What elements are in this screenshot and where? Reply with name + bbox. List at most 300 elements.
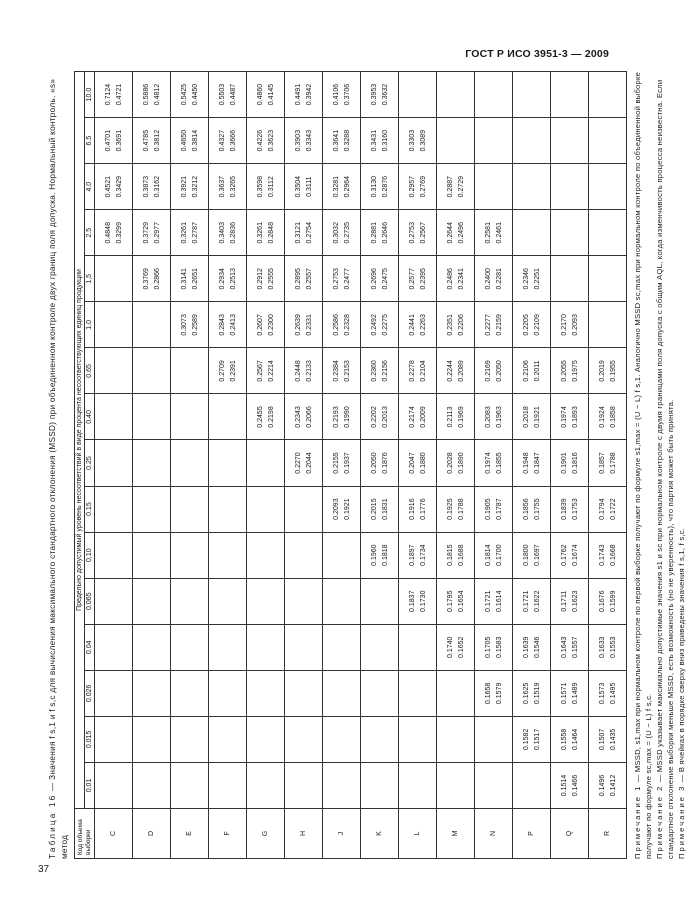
value-cell — [513, 393, 551, 439]
fsc-value: 0.2651 — [191, 267, 199, 289]
fsc-value: 0.2044 — [305, 451, 313, 474]
note-text: — В ячейках в порядке сверху вниз приведены значения f s,1, f s,c. — [677, 527, 686, 785]
fs1-value: 0.1856 — [522, 497, 530, 520]
fsc-value: 0.1614 — [495, 590, 503, 612]
fs1-value: 0.1974 — [560, 405, 568, 428]
value-cell — [361, 163, 399, 209]
caption-text: — Значения f s,1 и f s,c для вычисления максимального стандартного отклонения (MSSD) при объединенном контроле двух границ поля допуска. Нормальный контроль. «s» метод — [48, 78, 69, 859]
fsc-value: 0.1489 — [571, 682, 579, 704]
value-cell — [589, 255, 627, 301]
fs1-value: 0.1837 — [408, 590, 416, 612]
value-cell — [133, 578, 171, 624]
fsc-value: 0.2964 — [343, 175, 351, 197]
fsc-value: 0.1921 — [533, 405, 541, 428]
aql-header-row — [85, 71, 95, 858]
value-cell — [285, 716, 323, 762]
value-cell — [589, 209, 627, 255]
fsc-value: 0.1722 — [609, 497, 617, 520]
aql-header-cell: 0.40 — [85, 393, 95, 439]
fsc-value: 0.1787 — [495, 497, 503, 520]
fs1-value: 0.4226 — [256, 129, 264, 151]
value-cell — [247, 393, 285, 439]
fsc-value: 0.3212 — [191, 175, 199, 197]
fsc-value: 0.1583 — [495, 636, 503, 658]
value-cell — [437, 301, 475, 347]
note-label: Примечание 2 — [655, 784, 664, 859]
value-cell — [551, 624, 589, 670]
value-cell — [171, 532, 209, 578]
value-cell — [437, 532, 475, 578]
sample-code-cell: P — [513, 808, 551, 858]
fsc-value: 0.1557 — [571, 636, 579, 658]
fs1-value: 0.2455 — [256, 405, 264, 428]
value-cell — [437, 163, 475, 209]
fsc-value: 0.2475 — [381, 267, 389, 289]
fsc-value: 0.1969 — [457, 405, 465, 428]
fs1-value: 0.3729 — [142, 221, 150, 243]
fsc-value: 0.2214 — [267, 359, 275, 382]
fs1-value: 0.1948 — [522, 451, 530, 474]
value-cell — [361, 71, 399, 117]
value-cell — [285, 393, 323, 439]
fs1-value: 0.5886 — [142, 83, 150, 105]
aql-header-cell: 0.15 — [85, 486, 95, 532]
fsc-value: 0.2557 — [305, 267, 313, 289]
fs1-value: 0.2155 — [332, 451, 340, 474]
value-cell — [323, 301, 361, 347]
value-cell — [551, 716, 589, 762]
fsc-value: 0.3632 — [381, 83, 389, 105]
value-cell — [589, 347, 627, 393]
value-cell — [551, 71, 589, 117]
fsc-value: 0.3343 — [305, 129, 313, 151]
value-cell — [589, 393, 627, 439]
fsc-value: 0.3812 — [153, 129, 161, 151]
value-cell — [171, 301, 209, 347]
fs1-value: 0.2244 — [446, 359, 454, 382]
value-cell — [399, 255, 437, 301]
table-row — [589, 71, 627, 858]
value-cell — [475, 209, 513, 255]
aql-header-cell: 0.65 — [85, 347, 95, 393]
value-cell — [437, 209, 475, 255]
fsc-value: 0.3706 — [343, 83, 351, 105]
fsc-value: 0.2263 — [419, 313, 427, 336]
sample-code-cell: R — [589, 808, 627, 858]
value-cell — [171, 670, 209, 716]
value-cell — [361, 486, 399, 532]
fsc-value: 0.2395 — [419, 267, 427, 289]
value-cell — [133, 762, 171, 808]
fs1-value: 0.1558 — [560, 728, 568, 750]
value-cell — [209, 117, 247, 163]
fsc-value: 0.1876 — [381, 451, 389, 474]
value-cell — [285, 486, 323, 532]
fs1-value: 0.1658 — [484, 682, 492, 704]
value-cell — [475, 716, 513, 762]
value-cell — [285, 347, 323, 393]
value-cell — [399, 163, 437, 209]
fs1-value: 0.3598 — [256, 175, 264, 197]
fs1-value: 0.4860 — [256, 83, 264, 105]
value-cell — [513, 440, 551, 486]
fs1-value: 0.2202 — [370, 405, 378, 428]
value-cell — [361, 440, 399, 486]
value-cell — [551, 209, 589, 255]
page-number: 37 — [38, 864, 50, 875]
fs1-value: 0.2019 — [598, 359, 606, 382]
value-cell — [247, 255, 285, 301]
value-cell — [475, 624, 513, 670]
value-cell — [399, 440, 437, 486]
fs1-value: 0.2486 — [446, 267, 454, 289]
value-cell — [95, 255, 133, 301]
fsc-value: 0.1975 — [571, 359, 579, 382]
table-row — [171, 71, 209, 858]
note-2 — [654, 71, 676, 859]
value-cell — [171, 762, 209, 808]
value-cell — [437, 624, 475, 670]
value-cell — [475, 71, 513, 117]
table-row — [551, 71, 589, 858]
table-row — [475, 71, 513, 858]
value-cell — [399, 762, 437, 808]
value-cell — [95, 393, 133, 439]
aql-header-cell: 2.5 — [85, 209, 95, 255]
sample-code-cell: D — [133, 808, 171, 858]
value-cell — [437, 670, 475, 716]
value-cell — [323, 347, 361, 393]
fsc-value: 0.2461 — [495, 221, 503, 243]
value-cell — [285, 163, 323, 209]
sample-code-cell: Q — [551, 808, 589, 858]
note-text: — MSSD указывает максимально допустимые значения s1 и sc при нормальном контроле с двумя границами поля допуска с общим AQL, когда изменчивость процесса неизвестна. Если стандартное отклонение выборки меньше MSSD, есть возможность (но не уверенность), что партия может быть принята. — [655, 79, 675, 859]
value-cell — [323, 255, 361, 301]
fsc-value: 0.2341 — [457, 267, 465, 289]
fs1-value: 0.2492 — [370, 313, 378, 336]
sample-code-cell: E — [171, 808, 209, 858]
value-cell — [323, 393, 361, 439]
fs1-value: 0.3903 — [294, 129, 302, 151]
fs1-value: 0.1960 — [370, 543, 378, 566]
aql-header-cell: 0.04 — [85, 624, 95, 670]
value-cell — [209, 71, 247, 117]
value-cell — [247, 578, 285, 624]
fsc-value: 0.2159 — [495, 313, 503, 336]
value-cell — [475, 440, 513, 486]
fsc-value: 0.1788 — [609, 451, 617, 474]
value-cell — [361, 301, 399, 347]
fsc-value: 0.1599 — [609, 590, 617, 612]
value-cell — [285, 624, 323, 670]
fs1-value: 0.2205 — [522, 313, 530, 336]
table-row — [95, 71, 133, 858]
fs1-value: 0.1916 — [408, 497, 416, 520]
value-cell — [513, 486, 551, 532]
fsc-value: 0.1890 — [457, 451, 465, 474]
value-cell — [361, 117, 399, 163]
table-row — [285, 71, 323, 858]
value-cell — [589, 532, 627, 578]
fs1-value: 0.2843 — [218, 313, 226, 336]
fs1-value: 0.2278 — [408, 359, 416, 382]
value-cell — [551, 670, 589, 716]
aql-header-cell: 4.0 — [85, 163, 95, 209]
table-row — [361, 71, 399, 858]
fsc-value: 0.2477 — [343, 267, 351, 289]
fs1-value: 0.1815 — [446, 543, 454, 566]
fs1-value: 0.2607 — [256, 313, 264, 336]
value-cell — [513, 762, 551, 808]
fs1-value: 0.2277 — [484, 313, 492, 336]
fsc-value: 0.3111 — [305, 175, 313, 197]
note-3 — [676, 71, 687, 859]
value-cell — [399, 670, 437, 716]
fs1-value: 0.1676 — [598, 590, 606, 612]
fsc-value: 0.3623 — [267, 129, 275, 151]
value-cell — [209, 578, 247, 624]
value-cell — [209, 532, 247, 578]
value-cell — [361, 578, 399, 624]
fs1-value: 0.2753 — [408, 221, 416, 243]
fsc-value: 0.2275 — [381, 313, 389, 336]
sample-code-cell: K — [361, 808, 399, 858]
fsc-value: 0.3942 — [305, 83, 313, 105]
value-cell — [475, 347, 513, 393]
aql-header-cell: 6.5 — [85, 117, 95, 163]
fsc-value: 0.1937 — [343, 451, 351, 474]
notes — [632, 71, 687, 859]
fs1-value: 0.1905 — [484, 497, 492, 520]
fsc-value: 0.4145 — [267, 83, 275, 105]
fs1-value: 0.2895 — [294, 267, 302, 289]
fs1-value: 0.1901 — [560, 451, 568, 474]
value-cell — [171, 624, 209, 670]
fs1-value: 0.2174 — [408, 405, 416, 428]
value-cell — [399, 71, 437, 117]
fs1-value: 0.1496 — [598, 774, 606, 796]
fsc-value: 0.1435 — [609, 728, 617, 750]
fs1-value: 0.2384 — [332, 359, 340, 382]
value-cell — [323, 762, 361, 808]
fs1-value: 0.1839 — [560, 497, 568, 520]
fs1-value: 0.2093 — [332, 497, 340, 520]
fsc-value: 0.1553 — [609, 636, 617, 658]
value-cell — [95, 347, 133, 393]
value-cell — [361, 393, 399, 439]
fsc-value: 0.1847 — [533, 451, 541, 474]
note-1 — [632, 71, 654, 859]
fs1-value: 0.2047 — [408, 451, 416, 474]
fs1-value: 0.2270 — [294, 451, 302, 474]
table-caption — [47, 71, 70, 859]
value-cell — [589, 716, 627, 762]
fsc-value: 0.1831 — [381, 497, 389, 520]
value-cell — [95, 716, 133, 762]
value-cell — [285, 301, 323, 347]
value-cell — [285, 117, 323, 163]
table-row — [133, 71, 171, 858]
fs1-value: 0.2753 — [332, 267, 340, 289]
fsc-value: 0.2281 — [495, 267, 503, 289]
fs1-value: 0.4106 — [332, 83, 340, 105]
value-cell — [285, 532, 323, 578]
fsc-value: 0.2787 — [191, 221, 199, 243]
fsc-value: 0.1519 — [533, 682, 541, 704]
fsc-value: 0.1495 — [609, 682, 617, 704]
value-cell — [171, 393, 209, 439]
fs1-value: 0.3032 — [332, 221, 340, 243]
fs1-value: 0.1514 — [560, 774, 568, 796]
sample-code-cell: C — [95, 808, 133, 858]
fs1-value: 0.2346 — [522, 267, 530, 289]
fsc-value: 0.4812 — [153, 83, 161, 105]
fsc-value: 0.2555 — [267, 267, 275, 289]
fsc-value: 0.1955 — [609, 359, 617, 382]
value-cell — [475, 486, 513, 532]
value-cell — [171, 347, 209, 393]
sample-code-cell: L — [399, 808, 437, 858]
value-cell — [171, 255, 209, 301]
value-cell — [437, 71, 475, 117]
fsc-value: 0.2206 — [457, 313, 465, 336]
fs1-value: 0.2567 — [256, 359, 264, 382]
fsc-value: 0.1700 — [495, 543, 503, 566]
value-cell — [285, 71, 323, 117]
fs1-value: 0.4701 — [104, 129, 112, 151]
fs1-value: 0.3873 — [142, 175, 150, 197]
value-cell — [95, 670, 133, 716]
note-text: — MSSD, s1,max при нормальном контроле по первой выборке получают по формуле s1,max = (U − L) f s,1. Аналогично MSSD sc,max при нормальном контроле по объединенной выборке получают по формуле sc,max = (U − L) f s,c. — [633, 71, 653, 859]
fs1-value: 0.1721 — [484, 590, 492, 612]
fsc-value: 0.1654 — [457, 590, 465, 612]
value-cell — [399, 532, 437, 578]
value-cell — [513, 532, 551, 578]
value-cell — [513, 163, 551, 209]
value-cell — [247, 163, 285, 209]
fs1-value: 0.1974 — [484, 451, 492, 474]
value-cell — [133, 255, 171, 301]
value-cell — [475, 117, 513, 163]
fsc-value: 0.2251 — [533, 267, 541, 289]
value-cell — [247, 347, 285, 393]
value-cell — [209, 301, 247, 347]
value-cell — [437, 578, 475, 624]
fs1-value: 0.1571 — [560, 682, 568, 704]
value-cell — [361, 347, 399, 393]
fs1-value: 0.2028 — [446, 451, 454, 474]
value-cell — [209, 209, 247, 255]
value-cell — [475, 670, 513, 716]
value-cell — [323, 532, 361, 578]
value-cell — [475, 393, 513, 439]
value-cell — [209, 486, 247, 532]
fs1-value: 0.1762 — [560, 543, 568, 566]
fsc-value: 0.4487 — [229, 83, 237, 105]
table-body — [95, 71, 627, 858]
fsc-value: 0.3162 — [153, 175, 161, 197]
fs1-value: 0.2400 — [484, 267, 492, 289]
table-row — [513, 71, 551, 858]
value-cell — [513, 670, 551, 716]
fsc-value: 0.1464 — [571, 728, 579, 750]
fs1-value: 0.1633 — [598, 636, 606, 658]
value-cell — [209, 762, 247, 808]
fs1-value: 0.3121 — [294, 221, 302, 243]
fs1-value: 0.1795 — [446, 590, 454, 612]
value-cell — [475, 578, 513, 624]
value-cell — [133, 716, 171, 762]
fsc-value: 0.2866 — [153, 267, 161, 289]
value-cell — [247, 532, 285, 578]
fs1-value: 0.2106 — [522, 359, 530, 382]
fsc-value: 0.2729 — [457, 175, 465, 197]
value-cell — [475, 163, 513, 209]
value-cell — [133, 486, 171, 532]
value-cell — [589, 163, 627, 209]
value-cell — [323, 486, 361, 532]
rotated-table-block — [47, 71, 686, 859]
value-cell — [285, 578, 323, 624]
fsc-value: 0.1412 — [609, 774, 617, 796]
fs1-value: 0.4848 — [104, 221, 112, 243]
aql-header-cell: 0.01 — [85, 762, 95, 808]
fsc-value: 0.2013 — [381, 405, 389, 428]
fsc-value: 0.2153 — [343, 359, 351, 382]
value-cell — [247, 440, 285, 486]
fs1-value: 0.2644 — [446, 221, 454, 243]
value-cell — [399, 578, 437, 624]
value-cell — [551, 255, 589, 301]
value-cell — [95, 440, 133, 486]
aql-header-cell: 1.0 — [85, 301, 95, 347]
fsc-value: 0.2009 — [419, 405, 427, 428]
code-header: Код объема выборки — [75, 808, 95, 858]
fsc-value: 0.1893 — [571, 405, 579, 428]
value-cell — [247, 670, 285, 716]
fsc-value: 0.2198 — [267, 405, 275, 428]
value-cell — [551, 163, 589, 209]
fs1-value: 0.2083 — [484, 405, 492, 428]
value-cell — [437, 486, 475, 532]
value-cell — [551, 393, 589, 439]
value-cell — [589, 578, 627, 624]
value-cell — [171, 117, 209, 163]
value-cell — [589, 486, 627, 532]
fs1-value: 0.1743 — [598, 543, 606, 566]
fsc-value: 0.2646 — [381, 221, 389, 243]
fs1-value: 0.1711 — [560, 590, 568, 612]
fsc-value: 0.2876 — [381, 175, 389, 197]
value-cell — [133, 209, 171, 255]
value-cell — [209, 716, 247, 762]
fs1-value: 0.2577 — [408, 267, 416, 289]
fs1-value: 0.4327 — [218, 129, 226, 151]
fs1-value: 0.3431 — [370, 129, 378, 151]
value-cell — [589, 71, 627, 117]
value-cell — [285, 440, 323, 486]
fsc-value: 0.1622 — [533, 590, 541, 612]
sample-code-cell: H — [285, 808, 323, 858]
fs1-value: 0.2581 — [484, 221, 492, 243]
fsc-value: 0.2104 — [419, 359, 427, 382]
value-cell — [437, 762, 475, 808]
value-cell — [133, 393, 171, 439]
fsc-value: 0.2513 — [229, 267, 237, 289]
value-cell — [247, 762, 285, 808]
fsc-value: 0.3160 — [381, 129, 389, 151]
fsc-value: 0.1990 — [343, 405, 351, 428]
